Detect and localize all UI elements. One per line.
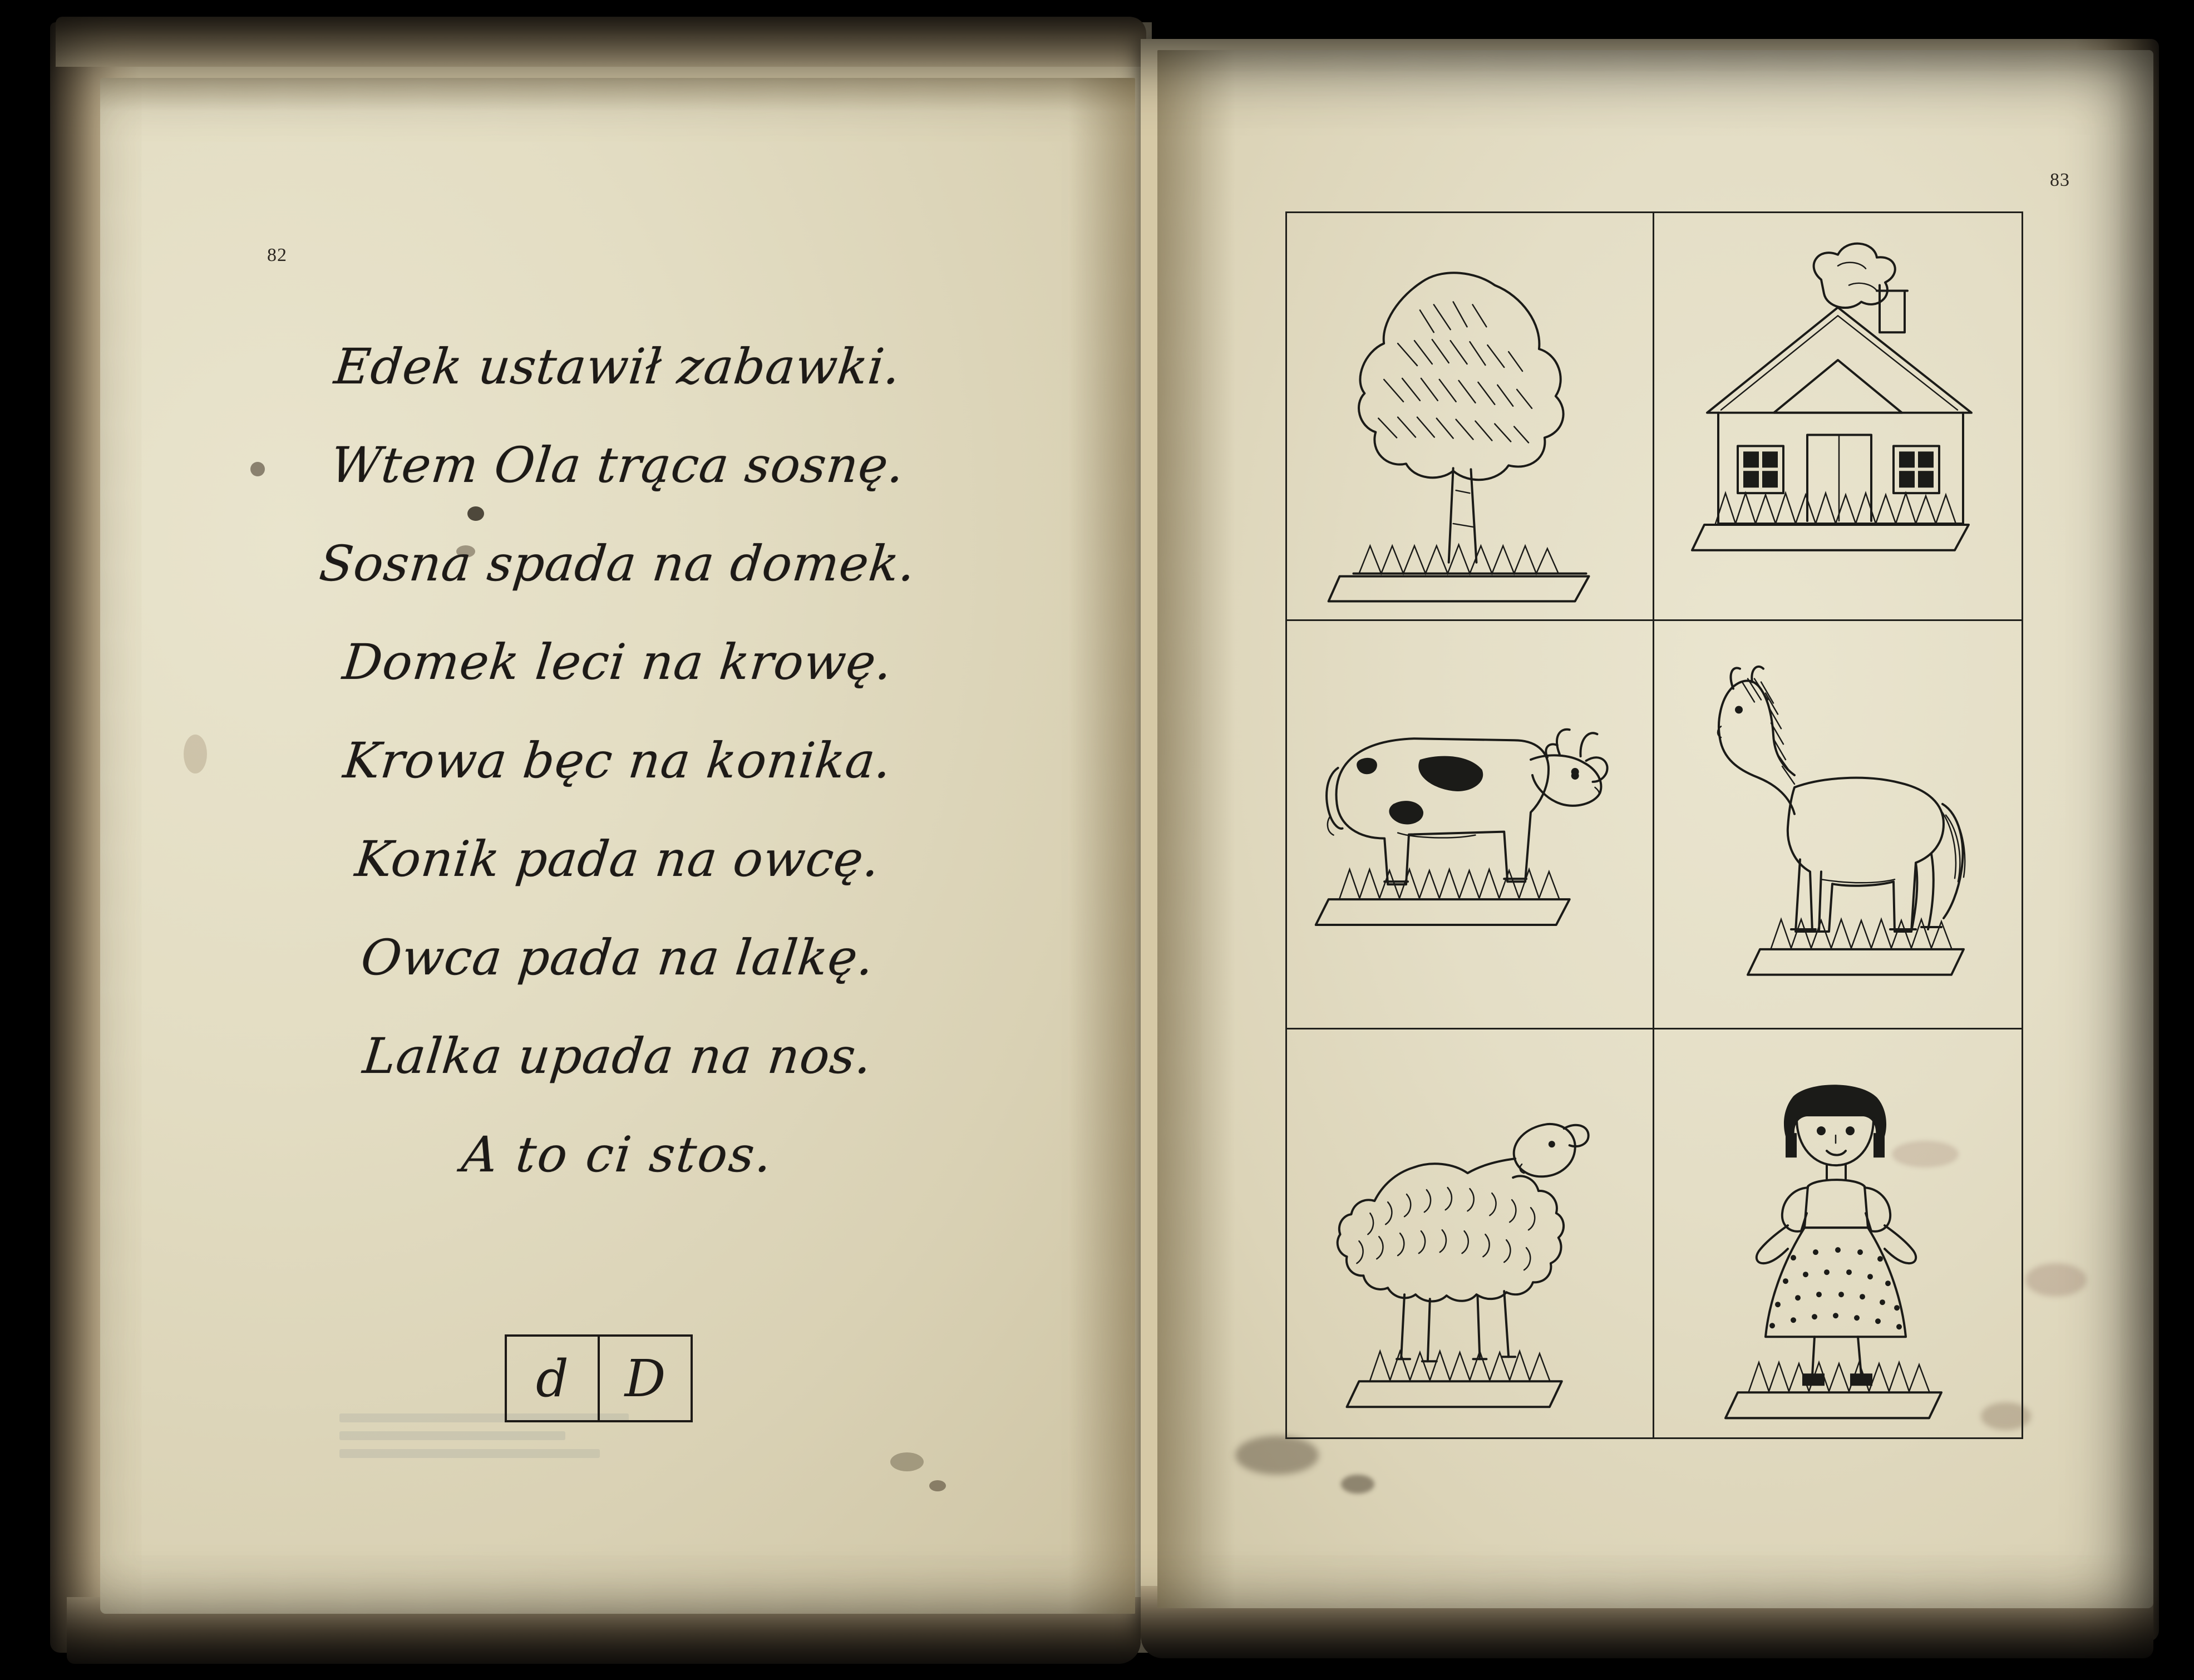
horse-icon xyxy=(1654,621,2022,1027)
paper-stain xyxy=(2025,1263,2087,1297)
illustration-cell-doll xyxy=(1654,1029,2022,1437)
paper-stain xyxy=(1235,1436,1319,1475)
illustration-cell-house xyxy=(1654,213,2022,621)
illustration-cell-horse xyxy=(1654,621,2022,1029)
left-page-stack-top-edge xyxy=(56,17,1146,67)
verse-line: Lalka upada na nos. xyxy=(360,1027,875,1085)
verse-line: Krowa bęc na konika. xyxy=(341,732,895,789)
letter-practice-box xyxy=(505,1334,693,1422)
verse-line: Edek ustawił zabawki. xyxy=(332,338,904,395)
verse-line: Domek leci na krowę. xyxy=(340,633,895,691)
illustration-cell-sheep xyxy=(1287,1029,1654,1437)
right-page xyxy=(1157,50,2153,1608)
page-number-right: 83 xyxy=(2050,170,2070,190)
verse-block xyxy=(100,317,1135,1204)
cow-icon xyxy=(1287,621,1653,1027)
illustration-cell-pine-tree xyxy=(1287,213,1654,621)
sheep-icon xyxy=(1287,1029,1653,1437)
page-number-left: 82 xyxy=(267,245,287,265)
left-page-top-shadow xyxy=(100,78,1135,111)
open-book xyxy=(33,17,2165,1664)
verse-line: A to ci stos. xyxy=(459,1126,776,1183)
pine-tree-icon xyxy=(1287,213,1653,619)
house-icon xyxy=(1654,213,2022,619)
paper-stain xyxy=(929,1480,946,1491)
verse-line: Owca pada na lalkę. xyxy=(358,929,877,986)
verse-line: Sosna spada na domek. xyxy=(317,535,919,592)
doll-icon xyxy=(1654,1029,2022,1437)
illustration-cell-cow xyxy=(1287,621,1654,1029)
illustration-grid xyxy=(1285,211,2023,1439)
letter-lowercase-d: d xyxy=(507,1337,600,1420)
verse-line: Konik pada na owcę. xyxy=(352,830,883,888)
paper-stain xyxy=(890,1452,924,1471)
paper-stain xyxy=(1341,1475,1374,1494)
letter-uppercase-d: D xyxy=(624,1348,666,1408)
verse-line: Wtem Ola trąca sosnę. xyxy=(328,436,908,494)
left-page xyxy=(100,78,1135,1614)
right-page-gutter-shadow xyxy=(1157,50,1235,1608)
print-bleed-through xyxy=(339,1413,629,1480)
